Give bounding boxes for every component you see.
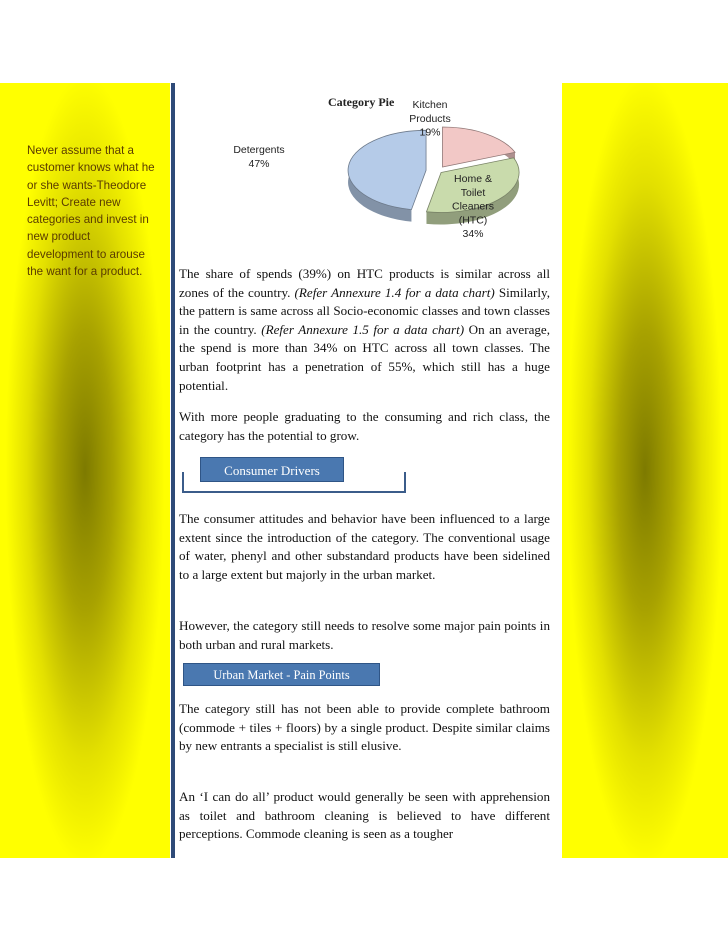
pie-slice-label: Kitchen Products 19%	[409, 99, 451, 139]
right-decorative-panel	[562, 83, 728, 858]
text-span: The share of spends (39%) on HTC products is similar across all zones of the country.	[179, 266, 550, 300]
paragraph-htc-share	[179, 265, 550, 395]
annexure-ref: (Refer Annexure 1.4 for a data chart)	[294, 284, 495, 300]
consumer-drivers-label: Consumer Drivers	[200, 457, 344, 482]
consumer-drivers-heading	[182, 457, 404, 493]
vertical-divider	[171, 83, 175, 858]
sidebar-quote: Never assume that a customer knows what he or she wants-Theodore Levitt; Create new categories and invest in new product development to arouse the want for a product.	[27, 144, 155, 279]
paragraph-bathroom-product: The category still has not been able to provide complete bathroom (commode + tiles + floors) by a single product. Despite similar claims by new entrants a specialist is still elusive.	[179, 701, 550, 754]
text-span: On an average, the spend is more than 34% on HTC across all town classes. The urban footprint has a penetration of 55%, which still has a huge potential.	[179, 321, 551, 393]
paragraph-pain-points: However, the category still needs to resolve some major pain points in both urban and rural markets.	[179, 618, 550, 652]
chart-title: Category Pie	[328, 95, 395, 109]
paragraph-apprehension: An ‘I can do all’ product would generally be seen with apprehension as toilet and bathroom cleaning is believed to have different perceptions. Commode cleaning is seen as a tougher	[179, 789, 550, 842]
paragraph-growth: With more people graduating to the consuming and rich class, the category has the potential to grow.	[179, 409, 550, 443]
annexure-ref: (Refer Annexure 1.5 for a data chart)	[261, 321, 465, 337]
pie-slice-label: Detergents 47%	[233, 144, 285, 170]
pie-slice-label: Home & Toilet Cleaners (HTC) 34%	[451, 173, 495, 241]
text-span: Similarly, the pattern is same across all Socio-economic classes and town classes in the country.	[179, 284, 551, 337]
urban-pain-points-heading: Urban Market - Pain Points	[183, 663, 380, 686]
category-pie-chart	[180, 86, 560, 258]
paragraph-consumer-attitudes: The consumer attitudes and behavior have been influenced to a large extent since the introduction of the category. The conventional usage of water, phenyl and other substandard products have been sidelined to a large extent but majorly in the urban market.	[179, 511, 550, 582]
